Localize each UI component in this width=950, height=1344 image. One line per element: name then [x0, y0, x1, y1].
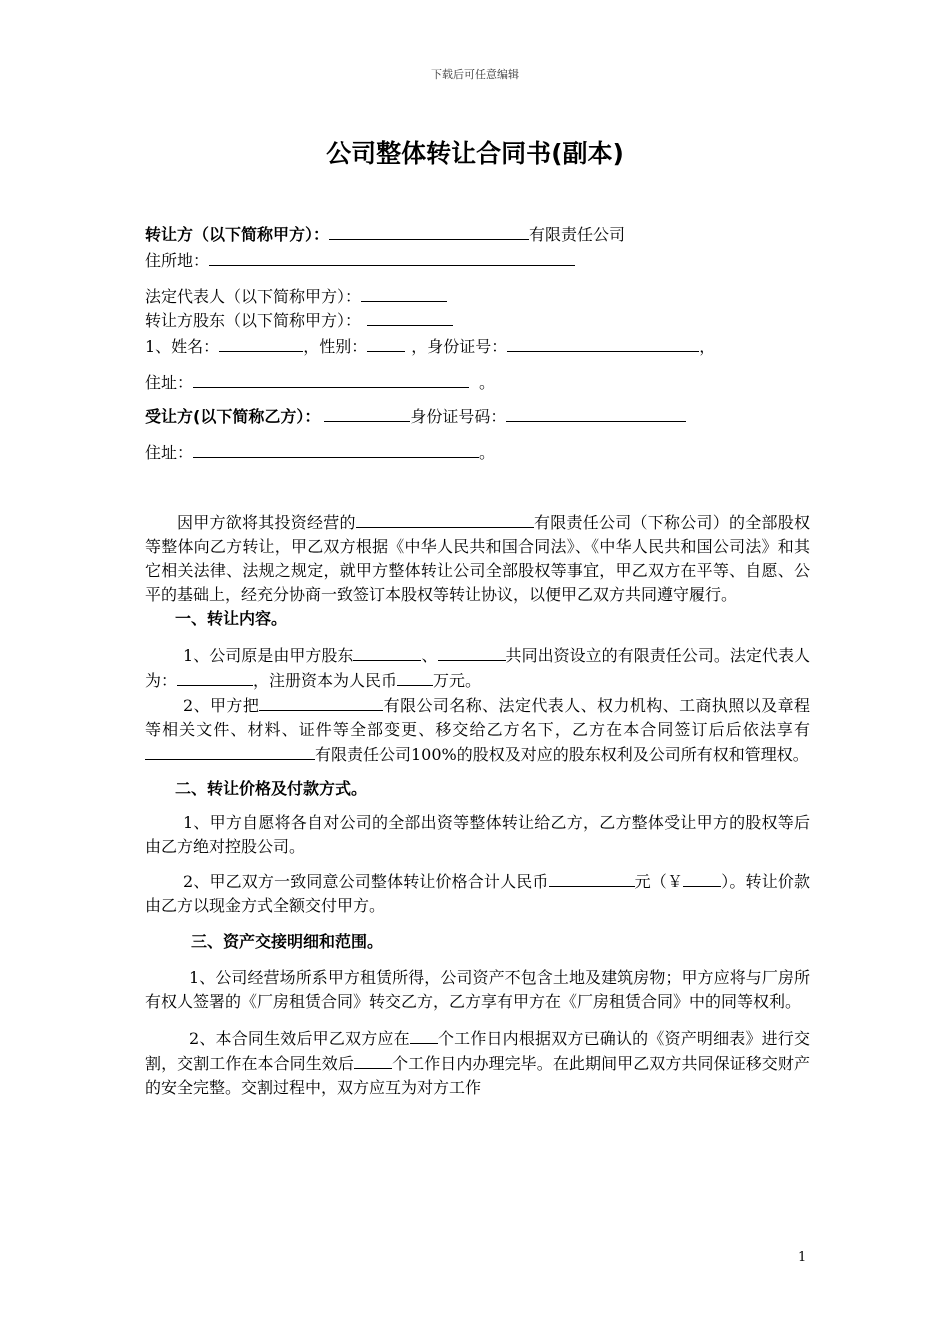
- address-line: [145, 248, 575, 273]
- page-number: 1: [798, 1250, 807, 1265]
- section-3-heading: 三、资产交接明细和范围。: [191, 932, 384, 951]
- gender-blank: [367, 334, 405, 352]
- s1-p2-text-c: 有限责任公司100%的股权及对应的股东权利及公司所有权和管理权。: [315, 745, 809, 764]
- transferee-id-blank: [506, 404, 686, 422]
- transferee-line: [145, 404, 686, 429]
- s2-p2-text-b: 元（￥: [634, 872, 684, 891]
- residence-period: 。: [479, 373, 496, 392]
- intro-text-1: 因甲方欲将其投资经营的: [177, 513, 356, 532]
- price-blank: [549, 869, 635, 887]
- legal-rep-blank: [361, 284, 447, 302]
- residence-line: [145, 370, 495, 395]
- s1-p1-text-d: ，注册资本为人民币: [253, 671, 398, 690]
- company-name-blank-2: [145, 742, 315, 760]
- company-name-blank: [259, 693, 383, 711]
- section-3-paragraph-1: 1、公司经营场所系甲方租赁所得，公司资产不包含土地及建筑房物；甲方应将与厂房所有权人签署的《厂房租赁合同》转交乙方，乙方享有甲方在《厂房租赁合同》中的同等权利。: [145, 968, 810, 1011]
- name-blank: [219, 334, 303, 352]
- shareholder-1-blank: [353, 643, 421, 661]
- legal-rep-line: [145, 284, 447, 309]
- address-blank: [209, 248, 575, 266]
- transferee-residence-blank: [193, 440, 479, 458]
- s2-p2-text-a: 2、甲乙双方一致同意公司整体转让价格合计人民币: [183, 872, 549, 891]
- address-label: 住所地：: [145, 251, 210, 270]
- s3-p2-text-b: 个工作日内根据双方已确认的《资产明细表》进行交割，交割工作在本合同生效后: [145, 1029, 810, 1073]
- document-title: 公司整体转让合同书(副本): [326, 139, 624, 168]
- section-1-paragraph-1: [145, 643, 810, 693]
- capital-blank: [397, 668, 433, 686]
- transferor-suffix: 有限责任公司: [529, 225, 626, 244]
- name-label: 1、姓名：: [145, 337, 220, 356]
- s1-p2-text-b: 有限公司名称、法定代表人、权力机构、工商执照以及章程等相关文件、材料、证件等全部变更、移交给乙方名下，乙方在本合同签订后后依法享有: [145, 696, 810, 739]
- s1-p1-text-a: 1、公司原是由甲方股东: [183, 646, 354, 665]
- s2-p2-text-c: ）。转让价款由乙方以现金方式全额交付甲方。: [145, 872, 810, 915]
- transferee-blank: [324, 404, 410, 422]
- shareholder-label: 转让方股东（以下简称甲方）：: [145, 311, 362, 330]
- legal-rep-name-blank: [177, 668, 253, 686]
- transferor-label: 转让方（以下简称甲方）：: [145, 225, 330, 244]
- intro-company-blank: [356, 510, 534, 528]
- page-header: 下载后可任意编辑: [431, 68, 519, 81]
- s3-p2-text-c: 个工作日内办理完毕。在此期间甲乙双方共同保证移交财产的安全完整。交割过程中，双方应互为对方工作: [145, 1054, 810, 1097]
- id-comma: ，: [699, 337, 716, 356]
- gender-label: ，性别：: [303, 337, 368, 356]
- s1-p1-text-c: 共同出资设立的有限责任公司。法定代表人为：: [145, 646, 810, 690]
- section-1-paragraph-2: [145, 693, 810, 767]
- shareholder-info-line: [145, 334, 715, 359]
- s1-p2-text-a: 2、甲方把: [183, 696, 260, 715]
- legal-rep-label: 法定代表人（以下简称甲方）：: [145, 287, 362, 306]
- section-2-paragraph-2: [145, 869, 810, 918]
- section-2-heading: 二、转让价格及付款方式。: [175, 779, 368, 798]
- shareholder-blank: [367, 308, 453, 326]
- residence-label: 住址：: [145, 373, 194, 392]
- residence-blank: [193, 370, 469, 388]
- transferor-line: [145, 222, 625, 247]
- days-blank-2: [354, 1051, 392, 1069]
- shareholder-line: [145, 308, 453, 333]
- intro-text-2: 有限责任公司（下称公司）的全部股权等整体向乙方转让，甲乙双方根据《中华人民共和国合同法》、《中华人民共和国公司法》和其它相关法律、法规之规定，就甲方整体转让公司全部股权等事宜，甲乙双方在平等、自愿、公平的基础上，经充分协商一致签订本股权等转让协议，以便甲乙双方共同遵守履行。: [145, 513, 810, 604]
- transferee-residence-label: 住址：: [145, 443, 194, 462]
- s1-p1-text-e: 万元。: [433, 671, 482, 690]
- transferee-id-label: 身份证号码：: [410, 407, 507, 426]
- section-2-paragraph-1: 1、甲方自愿将各自对公司的全部出资等整体转让给乙方，乙方整体受让甲方的股权等后由乙方绝对控股公司。: [145, 813, 810, 856]
- price-figure-blank: [683, 869, 721, 887]
- days-blank-1: [410, 1026, 438, 1044]
- intro-paragraph: [145, 510, 810, 607]
- body-text: [145, 510, 810, 1100]
- id-label: ，身份证号：: [411, 337, 508, 356]
- s1-p1-text-b: 、: [421, 646, 438, 665]
- transferor-blank: [329, 222, 529, 240]
- id-blank: [507, 334, 699, 352]
- shareholder-2-blank: [438, 643, 506, 661]
- transferee-label: 受让方(以下简称乙方）：: [145, 407, 321, 426]
- transferee-residence-period: 。: [479, 443, 496, 462]
- section-3-paragraph-2: [145, 1026, 810, 1100]
- s3-p2-text-a: 2、本合同生效后甲乙双方应在: [189, 1029, 410, 1048]
- section-1-heading: 一、转让内容。: [175, 609, 288, 628]
- transferee-residence-line: [145, 440, 495, 465]
